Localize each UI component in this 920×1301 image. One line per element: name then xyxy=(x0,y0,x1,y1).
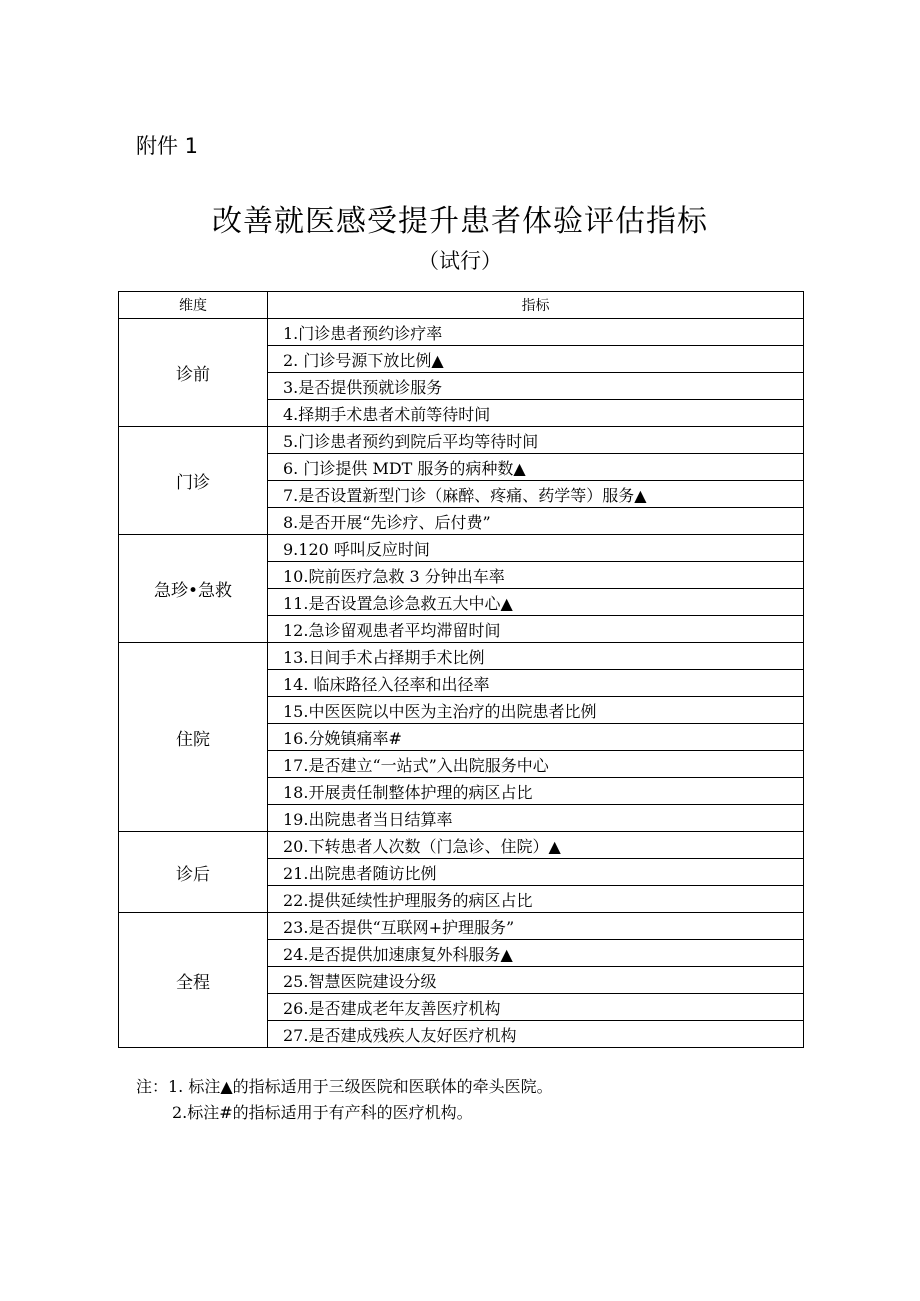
indicator-cell: 6. 门诊提供 MDT 服务的病种数▲ xyxy=(268,454,804,481)
indicator-cell: 22.提供延续性护理服务的病区占比 xyxy=(268,886,804,913)
document-title: 改善就医感受提升患者体验评估指标 xyxy=(212,204,708,239)
table-row xyxy=(119,832,804,859)
indicator-cell: 27.是否建成残疾人友好医疗机构 xyxy=(268,1021,804,1048)
indicator-cell: 14. 临床路径入径率和出径率 xyxy=(268,670,804,697)
table-header-row xyxy=(119,292,804,319)
dimension-cell: 急珍•急救 xyxy=(119,535,268,643)
indicator-cell: 4.择期手术患者术前等待时间 xyxy=(268,400,804,427)
table-row xyxy=(119,643,804,670)
indicator-cell: 15.中医医院以中医为主治疗的出院患者比例 xyxy=(268,697,804,724)
indicator-cell: 10.院前医疗急救 3 分钟出车率 xyxy=(268,562,804,589)
table-body xyxy=(119,319,804,1048)
dimension-cell: 门诊 xyxy=(119,427,268,535)
indicator-cell: 20.下转患者人次数（门急诊、住院）▲ xyxy=(268,832,804,859)
indicator-cell: 21.出院患者随访比例 xyxy=(268,859,804,886)
table-row xyxy=(119,319,804,346)
indicator-cell: 7.是否设置新型门诊（麻醉、疼痛、药学等）服务▲ xyxy=(268,481,804,508)
dimension-cell: 诊后 xyxy=(119,832,268,913)
indicator-cell: 19.出院患者当日结算率 xyxy=(268,805,804,832)
indicator-cell: 24.是否提供加速康复外科服务▲ xyxy=(268,940,804,967)
indicator-cell: 2. 门诊号源下放比例▲ xyxy=(268,346,804,373)
note-1: 注：1. 标注▲的指标适用于三级医院和医联体的牵头医院。 xyxy=(136,1077,553,1096)
indicator-table xyxy=(118,291,804,1048)
table-row xyxy=(119,427,804,454)
indicator-cell: 17.是否建立“一站式”入出院服务中心 xyxy=(268,751,804,778)
document-subtitle: （试行） xyxy=(418,249,502,273)
dimension-cell: 住院 xyxy=(119,643,268,832)
header-dimension: 维度 xyxy=(119,292,268,319)
attachment-label: 附件 1 xyxy=(136,134,199,158)
indicator-cell: 25.智慧医院建设分级 xyxy=(268,967,804,994)
dimension-cell: 诊前 xyxy=(119,319,268,427)
indicator-cell: 12.急诊留观患者平均滞留时间 xyxy=(268,616,804,643)
indicator-cell: 13.日间手术占择期手术比例 xyxy=(268,643,804,670)
indicator-cell: 5.门诊患者预约到院后平均等待时间 xyxy=(268,427,804,454)
dimension-cell: 全程 xyxy=(119,913,268,1048)
indicator-cell: 26.是否建成老年友善医疗机构 xyxy=(268,994,804,1021)
notes xyxy=(136,1074,553,1126)
indicator-cell: 18.开展责任制整体护理的病区占比 xyxy=(268,778,804,805)
table-row xyxy=(119,535,804,562)
header-indicator: 指标 xyxy=(268,292,804,319)
table-row xyxy=(119,913,804,940)
indicator-cell: 11.是否设置急诊急救五大中心▲ xyxy=(268,589,804,616)
indicator-cell: 8.是否开展“先诊疗、后付费” xyxy=(268,508,804,535)
indicator-cell: 16.分娩镇痛率# xyxy=(268,724,804,751)
indicator-cell: 9.120 呼叫反应时间 xyxy=(268,535,804,562)
indicator-cell: 3.是否提供预就诊服务 xyxy=(268,373,804,400)
indicator-cell: 23.是否提供“互联网+护理服务” xyxy=(268,913,804,940)
note-2: 2.标注#的指标适用于有产科的医疗机构。 xyxy=(172,1103,473,1122)
indicator-cell: 1.门诊患者预约诊疗率 xyxy=(268,319,804,346)
